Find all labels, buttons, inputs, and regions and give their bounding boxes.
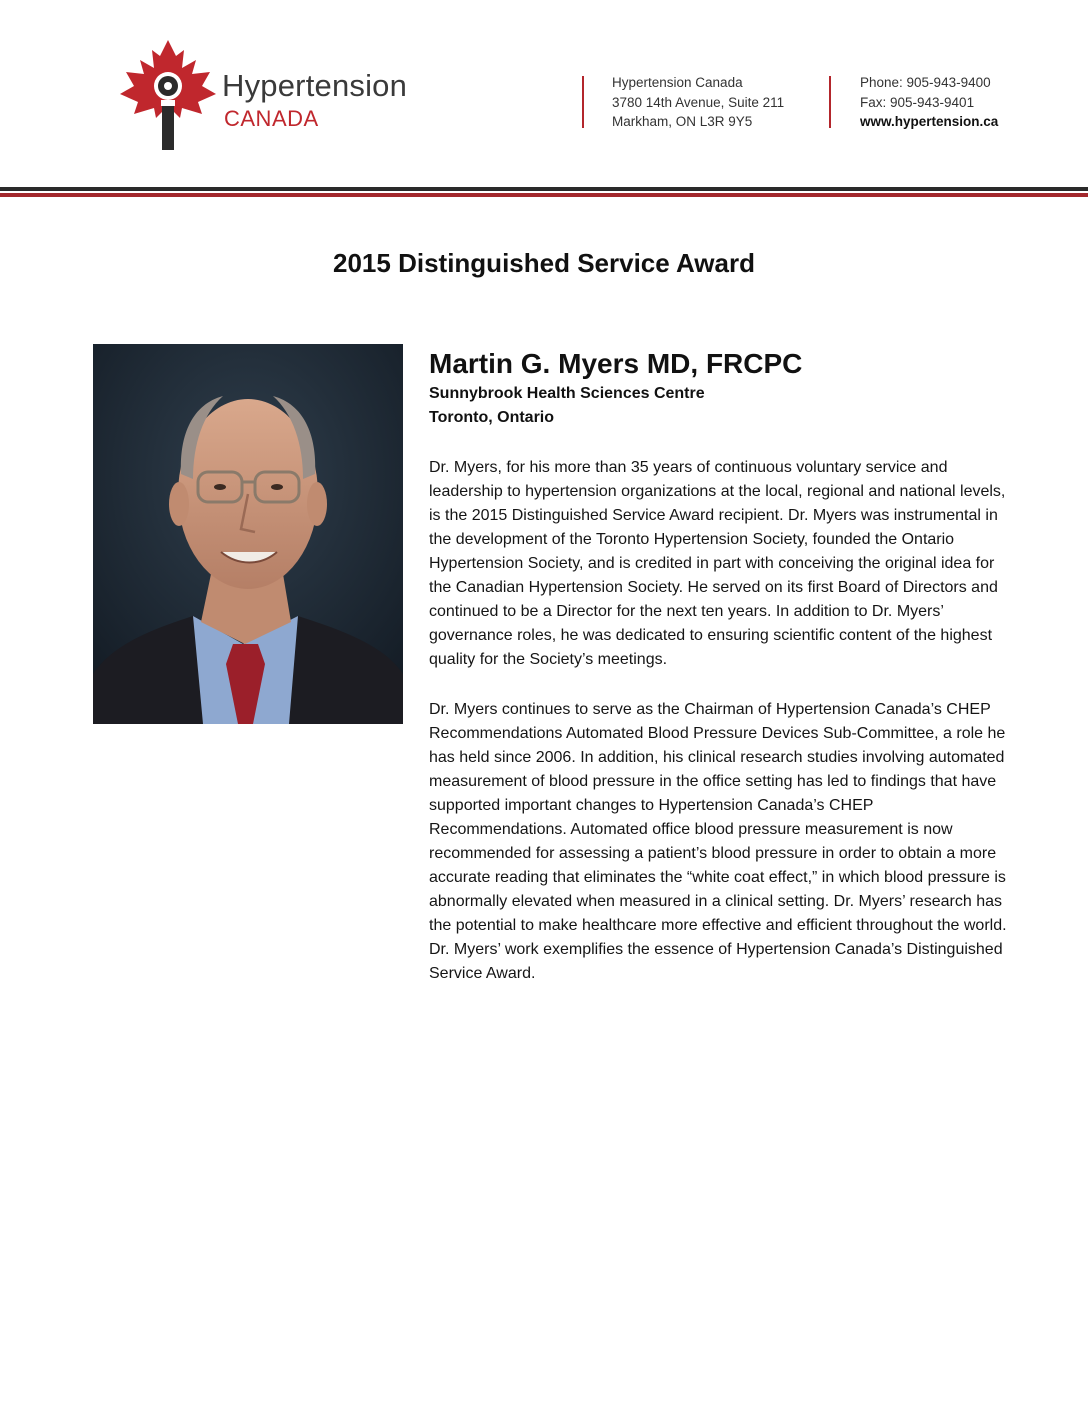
letterhead bbox=[0, 0, 1088, 200]
recipient-institution: Sunnybrook Health Sciences Centre bbox=[429, 385, 705, 402]
address-line: Hypertension Canada bbox=[612, 75, 743, 90]
header-rule-dark bbox=[0, 187, 1088, 191]
logo-wordmark-hypertension: Hypertension bbox=[222, 68, 408, 103]
header-divider bbox=[829, 76, 831, 128]
contact-info bbox=[860, 73, 998, 132]
phone-number: Phone: 905-943-9400 bbox=[860, 75, 991, 90]
bio-paragraph: Dr. Myers, for his more than 35 years of continuous voluntary service and leadership to hypertension organizations at the local, regional and national levels, is the 2015 Distinguished Service Award recipient. Dr. Myers was instrumental in the development of the Toronto Hypertension Society, founded the Ontario Hypertension Society, and is credited in part with conceiving the original idea for the Canadian Hypertension Society. He served on its first Board of Directors and continued to be a Director for the next ten years. In addition to Dr. Myers’ governance roles, he was dedicated to ensuring scientific content of the highest quality for the Society’s meetings. bbox=[429, 459, 1006, 668]
fax-number: Fax: 905-943-9401 bbox=[860, 94, 975, 110]
recipient-location: Toronto, Ontario bbox=[429, 409, 555, 426]
address-line: Markham, ON L3R 9Y5 bbox=[612, 114, 753, 129]
address-line: 3780 14th Avenue, Suite 211 bbox=[612, 94, 785, 110]
recipient-portrait-photo bbox=[93, 344, 403, 724]
logo-wordmark-canada: CANADA bbox=[224, 106, 319, 131]
website-link[interactable]: www.hypertension.ca bbox=[860, 114, 999, 129]
recipient-name: Martin G. Myers MD, FRCPC bbox=[429, 348, 803, 379]
maple-leaf-logo-icon bbox=[118, 38, 218, 153]
organization-address bbox=[612, 73, 784, 132]
header-divider bbox=[582, 76, 584, 128]
hypertension-canada-logo bbox=[118, 38, 438, 153]
header-rule-red bbox=[0, 193, 1088, 197]
bio-paragraph: Dr. Myers continues to serve as the Chairman of Hypertension Canada’s CHEP Recommendations Automated Blood Pressure Devices Sub-Committee, a role he has held since 2006. In addition, his clinical research studies involving automated measurement of blood pressure in the office setting has led to findings that have supported important changes to Hypertension Canada’s CHEP Recommendations. Automated office blood pressure measurement is now recommended for assessing a patient’s blood pressure in order to obtain a more accurate reading that eliminates the “white coat effect,” in which blood pressure is abnormally elevated when measured in a clinical setting. Dr. Myers’ research has the potential to make healthcare more effective and efficient throughout the world. Dr. Myers’ work exemplifies the essence of Hypertension Canada’s Distinguished Service Award. bbox=[429, 701, 1007, 982]
recipient-bio bbox=[429, 346, 1009, 986]
award-title: 2015 Distinguished Service Award bbox=[333, 248, 755, 278]
